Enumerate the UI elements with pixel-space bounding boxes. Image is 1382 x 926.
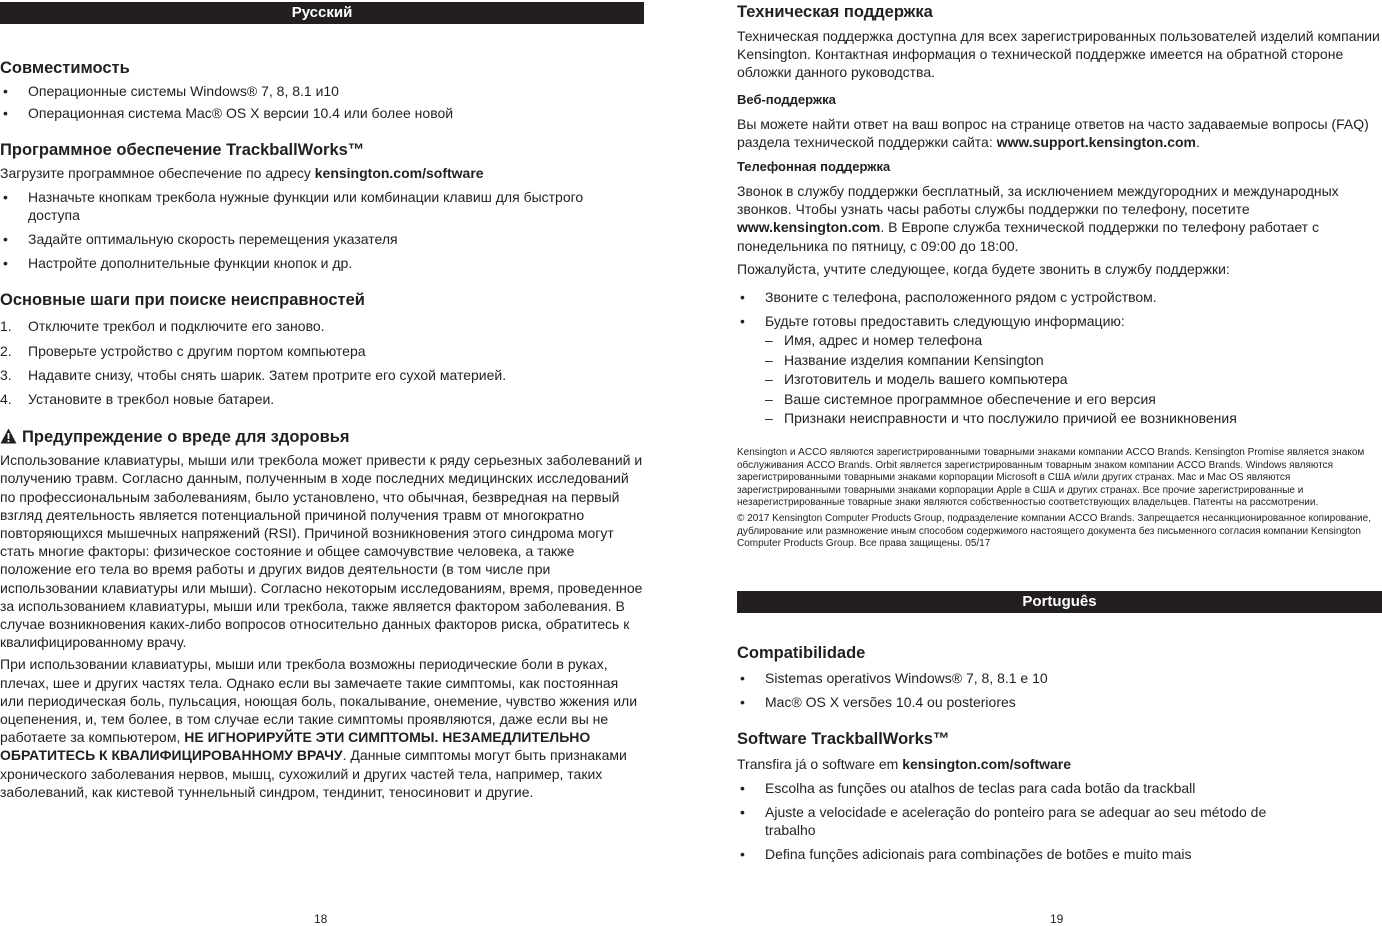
- phone-support-heading: Телефонная поддержка: [737, 159, 891, 175]
- info-list: [765, 331, 1382, 429]
- trademark-notice: Kensington и ACCO являются зарегистрированными товарными знаками компании ACCO Brands. Kensington Promise является знаком обслуживания ACCO Brands. Orbit является зарегистрированным товарным знаком компании ACCO Brands. Windows являются зарегистрированными товарными знаками корпорации Microsoft в США и/или других странах. Mac и Mac OS являются зарегистрированными товарными знаками корпорации Apple в США и других странах. Все прочие зарегистрированные и незарегистрированные товарные знаки являются собственностью соответствующих владельцев. Патенты на рассмотрении.: [737, 446, 1365, 509]
- phone-support-text: Звонок в службу поддержки бесплатный, за исключением междугородних и международных звонков. Чтобы узнать часы работы службы поддержки по телефону, посетите www.kensington.com. В Европе служба технической поддержки по телефону работает с понедельника по пятницу, с 09:00 до 18:00.: [737, 183, 1339, 254]
- list-item: • Назначьте кнопкам трекбола нужные функции или комбинации клавиш для быстрого доступа: [0, 188, 644, 224]
- software-list: [0, 188, 644, 273]
- call-note: Пожалуйста, учтите следующее, когда будете звонить в службу поддержки:: [737, 260, 1230, 277]
- list-item: 1. Отключите трекбол и подключите его заново.: [0, 318, 325, 335]
- language-header-portuguese: Português: [737, 591, 1382, 613]
- pt-software-link[interactable]: kensington.com/software: [902, 756, 1072, 773]
- download-text: Загрузите программное обеспечение по адресу kensington.com/software: [0, 165, 484, 182]
- pt-download-text: Transfira já o software em kensington.com/software: [737, 756, 1072, 773]
- language-header-russian: Русский: [0, 2, 644, 24]
- list-item: • Операционная система Mac® OS X версии 10.4 или более новой: [0, 104, 644, 122]
- troubleshooting-heading: Основные шаги при поиске неисправностей: [0, 291, 365, 310]
- web-support-text: Вы можете найти ответ на ваш вопрос на странице ответов на часто задаваемые вопросы (FAQ) раздела технической поддержки сайта: www.support.kensington.com.: [737, 115, 1369, 150]
- list-item: • Escolha as funções ou atalhos de teclas para cada botão da trackball: [737, 779, 1382, 797]
- list-item: • Задайте оптимальную скорость перемещения указателя: [0, 230, 644, 248]
- compatibility-heading: Совместимость: [0, 59, 130, 77]
- page-left: [0, 0, 644, 801]
- list-item: • Настройте дополнительные функции кнопок и др.: [0, 254, 644, 272]
- list-item: • Ajuste a velocidade e aceleração do ponteiro para se adequar ao seu método de trabalho: [737, 803, 1382, 839]
- pt-software-heading: Software TrackballWorks™: [737, 730, 950, 749]
- web-support-heading: Веб-поддержка: [737, 91, 836, 107]
- pt-software-list: [737, 779, 1382, 863]
- copyright-notice: © 2017 Kensington Computer Products Group, подразделение компании ACCO Brands. Запрещается несанкционированное копирование, дублирование или размножение иным способом содержимого настоящего документа без письменного согласия компании Kensington Computer Products Group. Все права защищены. 05/17: [737, 512, 1371, 550]
- compatibility-list: [0, 82, 644, 122]
- list-item: – Название изделия компании Kensington: [765, 351, 1382, 371]
- troubleshooting-steps: [0, 317, 644, 408]
- list-item: 3. Надавите снизу, чтобы снять шарик. Затем протрите его сухой материей.: [0, 366, 507, 383]
- kensington-link[interactable]: www.kensington.com: [737, 219, 881, 236]
- list-item: 2. Проверьте устройство с другим портом компьютера: [0, 342, 366, 359]
- page-right: [737, 0, 1382, 863]
- list-item: • Звоните с телефона, расположенного рядом с устройством.: [737, 288, 1382, 306]
- software-link[interactable]: kensington.com/software: [314, 165, 484, 182]
- list-item: – Изготовитель и модель вашего компьютера: [765, 370, 1382, 390]
- health-warning-heading: Предупреждение о вреде для здоровья: [0, 427, 644, 447]
- list-item: • Sistemas operativos Windows® 7, 8, 8.1 e 10: [737, 669, 1382, 687]
- support-heading: Техническая поддержка: [737, 3, 933, 21]
- page-number-right: 19: [1050, 912, 1064, 926]
- software-heading: Программное обеспечение TrackballWorks™: [0, 141, 365, 160]
- list-item: 4. Установите в трекбол новые батареи.: [0, 391, 275, 408]
- pt-compatibility-list: [737, 669, 1382, 711]
- page-number-left: 18: [314, 912, 328, 926]
- list-item: • Операционные системы Windows® 7, 8, 8.1 и10: [0, 82, 644, 100]
- list-item: – Ваше системное программное обеспечение и его версия: [765, 390, 1382, 410]
- list-item: – Имя, адрес и номер телефона: [765, 331, 1382, 351]
- list-item: • Mac® OS X versões 10.4 ou posteriores: [737, 693, 1382, 711]
- warning-icon: [0, 428, 17, 444]
- support-link[interactable]: www.support.kensington.com: [996, 133, 1196, 150]
- pt-compatibility-heading: Compatibilidade: [737, 643, 866, 662]
- call-bullets: [737, 288, 1382, 330]
- health-paragraph-2: При использовании клавиатуры, мыши или трекбола возможны периодические боли в руках, плечах, шее и других частях тела. Однако если вы замечаете такие симптомы, как постоянная или периодическая боль, пульсация, ноющая боль, покалывание, онемение, чувство жжения или оцепенения, и, тем более, в том случае если такие симптомы проявляются, даже если вы не работаете за компьютером, НЕ ИГНОРИРУЙТЕ ЭТИ СИМПТОМЫ. НЕЗАМЕДЛИТЕЛЬНО ОБРАТИТЕСЬ К КВАЛИФИЦИРОВАННОМУ ВРАЧУ. Данные симптомы могут быть признаками хронического заболевания нервов, мышц, сухожилий и других частей тела, например, таких заболеваний, как кистевой туннельный синдром, тендинит, теносиновит и другие.: [0, 656, 638, 800]
- list-item: • Defina funções adicionais para combinações de botões e muito mais: [737, 845, 1382, 863]
- health-paragraph-1: Использование клавиатуры, мыши или трекбола может привести к ряду серьезных заболеваний и получению травм. Согласно данным, полученным в ходе последних медицинских исследований по профессиональным заболеваниям, было установлено, что обычная, безвредная на первый взгляд деятельность является потенциальной причиной получения травм от многократно повторяющихся мышечных напряжений (RSI). Причиной возникновения этого синдрома могут стать многие факторы: физическое состояние и общее самочувствие человека, а также положение его тела во время работы и других видов деятельности (в том числе при использовании клавиатуры или мыши). Согласно некоторым исследованиям, время, проведенное за использованием клавиатуры, мыши или трекбола, также является фактором заболевания. В случае возникновения каких-либо вопросов относительно данных факторов риска, обратитесь к квалифицированному врачу.: [0, 452, 643, 651]
- list-item: – Признаки неисправности и что послужило причиой ее возникновения: [765, 409, 1382, 429]
- support-intro: Техническая поддержка доступна для всех зарегистрированных пользователей изделий компании Kensington. Контактная информация о технической поддержке имеется на обратной стороне обложки данного руководства.: [737, 28, 1380, 81]
- list-item: • Будьте готовы предоставить следующую информацию:: [737, 312, 1382, 330]
